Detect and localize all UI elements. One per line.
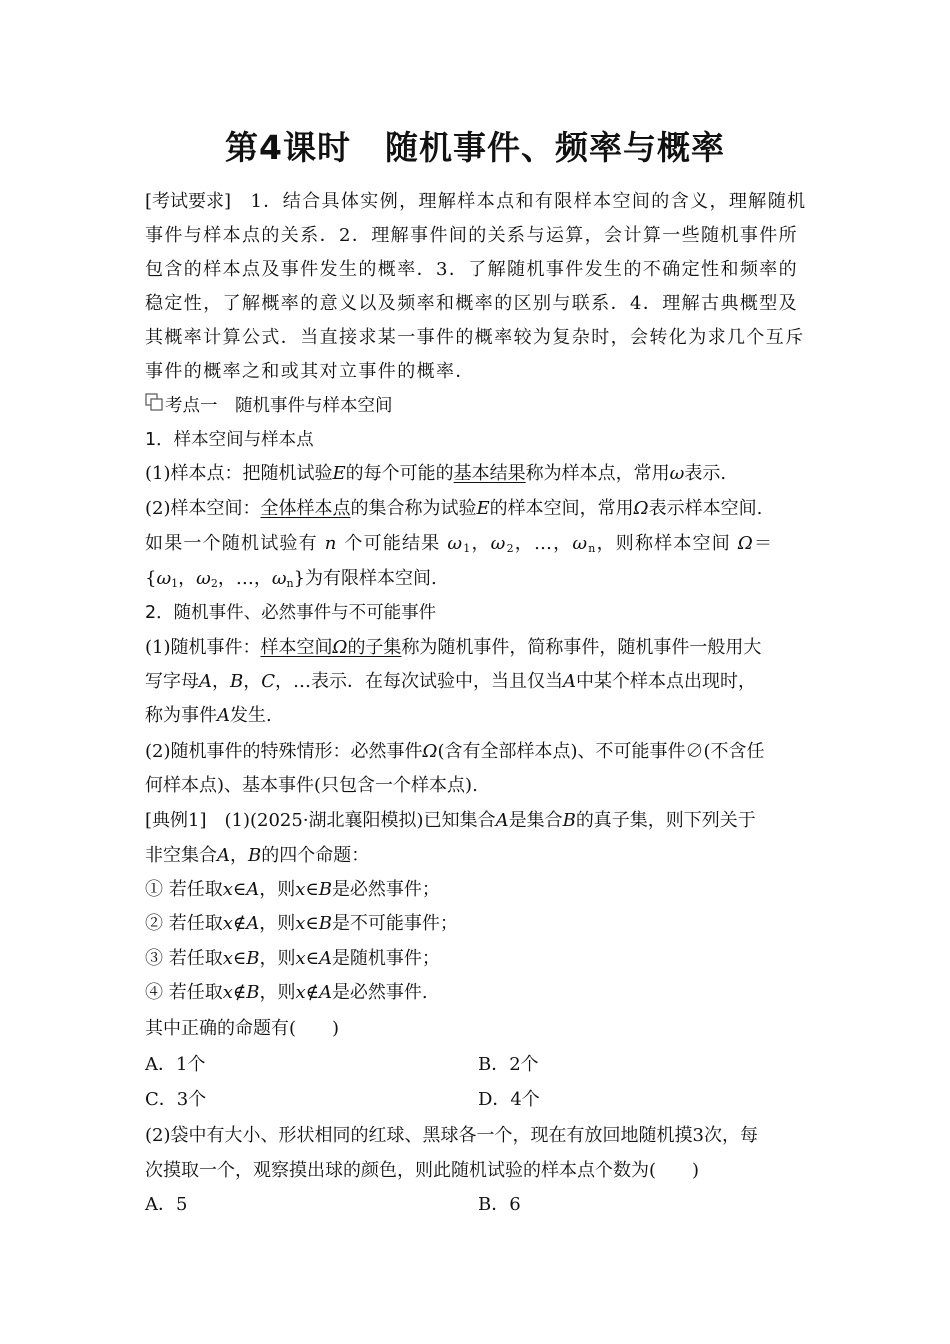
operator: ∉ [305, 982, 319, 1003]
var-x: x [222, 913, 233, 934]
text: ， [178, 568, 197, 589]
text: 是不可能事件； [331, 913, 458, 934]
text: 样本空间 [260, 637, 333, 658]
text: 发生. [230, 705, 272, 726]
question-2-line-2: 次摸取一个，观察摸出球的颜色，则此随机试验的样本点个数为( ) [145, 1160, 700, 1181]
text: 称为样本点，常用 [525, 463, 670, 484]
var-x: x [222, 948, 233, 969]
text: ，则 [259, 948, 296, 969]
text: ， [471, 533, 491, 554]
set: B [318, 913, 332, 934]
text: (2)样本空间： [145, 498, 261, 519]
subscript: 1 [171, 577, 179, 590]
subscript: n [588, 542, 597, 555]
omega: ω [447, 533, 464, 554]
item-number: ① [145, 879, 163, 900]
operator: ∉ [232, 982, 247, 1003]
symbol-big-omega: Ω [633, 498, 649, 519]
var-x: x [295, 913, 306, 934]
requirements-text: 1．结合具体实例，理解样本点和有限样本空间的含义，理解随机事件与样本点的关系．2．理解事件间的关系与运算，会计算一些随机事件所包含的样本点及事件发生的概率．3．了解随机事件发生的不确定性和频率的稳定性，了解概率的意义以及频率和概率的区别与联系．4．理解古典概型及其概率计算公式．当直接求某一事件的概率较为复杂时，会转化为求几个互斥事件的概率之和或其对立事件的概率． [145, 191, 807, 382]
definition-random-event-2 [145, 665, 756, 699]
var-x: x [295, 948, 306, 969]
text: 是必然事件； [331, 879, 440, 900]
var-b: B [248, 845, 262, 866]
text: ，…， [217, 568, 272, 589]
text: 若任取 [168, 982, 223, 1003]
example-1-line-1 [145, 804, 756, 838]
text: 个可能结果 [344, 533, 441, 554]
text: 的每个可能的 [345, 463, 454, 484]
var-a: A [217, 705, 230, 726]
option-2-b[interactable]: B．6 [478, 1194, 521, 1215]
text: 的样本空间，常用 [489, 498, 634, 519]
text: 是随机事件； [331, 948, 440, 969]
var-x: x [295, 982, 306, 1003]
proposition-1 [145, 873, 440, 907]
definition-sample-space-1 [145, 492, 762, 526]
set: A [318, 948, 332, 969]
text: 非空集合 [145, 845, 217, 866]
operator: ∈ [232, 879, 247, 900]
text: 写字母 [145, 671, 199, 692]
omega: ω [156, 568, 172, 589]
text: (1)样本点：把随机试验 [145, 463, 333, 484]
operator: ∈ [305, 913, 319, 934]
operator: ∈ [305, 948, 319, 969]
text: 若任取 [168, 913, 223, 934]
set: A [246, 913, 260, 934]
option-c[interactable]: C．3个 [145, 1089, 207, 1110]
symbol-big-omega: Ω [422, 741, 438, 762]
var-a: A [217, 845, 230, 866]
var-x: x [295, 879, 306, 900]
set: A [318, 982, 332, 1003]
section-heading: 考点一 随机事件与样本空间 [165, 396, 393, 416]
text: 若任取 [168, 948, 223, 969]
var-x: x [222, 982, 233, 1003]
text: 称为随机事件，简称事件，随机事件一般用大 [401, 637, 762, 658]
text: ， [243, 671, 262, 692]
subscript: 2 [506, 542, 515, 555]
special-events-1 [145, 735, 765, 769]
text: (1)随机事件： [145, 637, 261, 658]
subscript: n [286, 577, 294, 590]
proposition-2 [145, 907, 458, 941]
var-a: A [495, 810, 509, 831]
option-2-a[interactable]: A．5 [145, 1194, 188, 1215]
omega: ω [572, 533, 589, 554]
var-e: E [476, 498, 490, 519]
text: ，则 [259, 982, 296, 1003]
title-topic: 随机事件、频率与概率 [384, 128, 725, 167]
underlined-term: 基本结果 [453, 463, 526, 484]
text: 的集合称为试验 [350, 498, 477, 519]
definition-random-event-1 [145, 631, 761, 665]
set: A [246, 879, 260, 900]
question-prompt: 其中正确的命题有( ) [145, 1018, 340, 1039]
symbol-big-omega: Ω [737, 533, 755, 554]
proposition-4 [145, 976, 428, 1010]
var-n: n [324, 533, 338, 554]
var-c: C [261, 671, 276, 692]
subscript: 2 [210, 577, 218, 590]
text: 中某个样本点出现时， [576, 671, 757, 692]
text: 是集合 [508, 810, 563, 831]
definition-sample-space-3 [145, 562, 437, 596]
text: (含有全部样本点)、不可能事件∅(不含任 [437, 741, 765, 762]
underlined-term: 全体样本点 [260, 498, 351, 519]
question-2-line-1: (2)袋中有大小、形状相同的红球、黑球各一个，现在有放回地随机摸3次，每 [145, 1125, 758, 1146]
item-number: ③ [145, 948, 163, 969]
definition-sample-space-2 [145, 527, 773, 561]
text: { [145, 568, 157, 589]
underlined-term [261, 637, 402, 658]
text: 表示样本空间. [648, 498, 763, 519]
omega: ω [490, 533, 507, 554]
omega: ω [196, 568, 211, 589]
text: }为有限样本空间. [293, 568, 437, 589]
text: ，…表示．在每次试验中，当且仅当 [275, 671, 564, 692]
text: ，则 [259, 879, 296, 900]
item-number: ② [145, 913, 163, 934]
item-number: ④ [145, 982, 163, 1003]
text: 的四个命题： [261, 845, 370, 866]
subscript: 1 [463, 542, 472, 555]
text: 的真子集，则下列关于 [575, 810, 756, 831]
text: 若任取 [168, 879, 223, 900]
operator: ∉ [232, 913, 247, 934]
text: ，…， [514, 533, 573, 554]
text: 是必然事件. [331, 982, 428, 1003]
option-d[interactable]: D．4个 [478, 1089, 540, 1110]
definition-random-event-3 [145, 699, 272, 733]
text: 的子集 [347, 637, 402, 658]
text: 称为事件 [145, 705, 217, 726]
text: ＝ [754, 533, 774, 554]
special-events-2: 何样本点)、基本事件(只包含一个样本点). [145, 775, 478, 796]
page-title [0, 124, 950, 172]
operator: ∈ [305, 879, 319, 900]
operator: ∈ [232, 948, 247, 969]
set: B [246, 982, 260, 1003]
definition-sample-point [145, 457, 726, 491]
example-1-line-2 [145, 839, 369, 873]
option-b[interactable]: B．2个 [478, 1054, 539, 1075]
var-e: E [332, 463, 346, 484]
set: B [318, 879, 332, 900]
section-marker-icon [145, 393, 163, 411]
subsection-heading-2: 2．随机事件、必然事件与不可能事件 [145, 603, 437, 623]
text: 如果一个随机试验有 [145, 533, 318, 554]
option-a[interactable]: A．1个 [145, 1054, 206, 1075]
var-b: B [562, 810, 576, 831]
requirements-tag: [考试要求] [145, 191, 232, 212]
var-a: A [199, 671, 212, 692]
text: ， [230, 845, 248, 866]
symbol-big-omega: Ω [332, 637, 348, 658]
text: 表示. [684, 463, 727, 484]
var-b: B [230, 671, 244, 692]
example-tag: [典例1] [145, 810, 207, 831]
text: ， [212, 671, 230, 692]
exam-requirements [145, 185, 810, 389]
text: (2)随机事件的特殊情形：必然事件 [145, 741, 423, 762]
symbol-omega: ω [669, 463, 685, 484]
text: ，则 [259, 913, 296, 934]
subsection-heading-1: 1．样本空间与样本点 [145, 430, 314, 450]
omega: ω [271, 568, 287, 589]
proposition-3 [145, 942, 440, 976]
var-a: A [563, 671, 577, 692]
title-lesson: 第4课时 [225, 128, 351, 167]
set: B [246, 948, 260, 969]
var-x: x [222, 879, 233, 900]
text: ，则称样本空间 [596, 533, 731, 554]
text: (1)(2025·湖北襄阳模拟)已知集合 [224, 810, 496, 831]
